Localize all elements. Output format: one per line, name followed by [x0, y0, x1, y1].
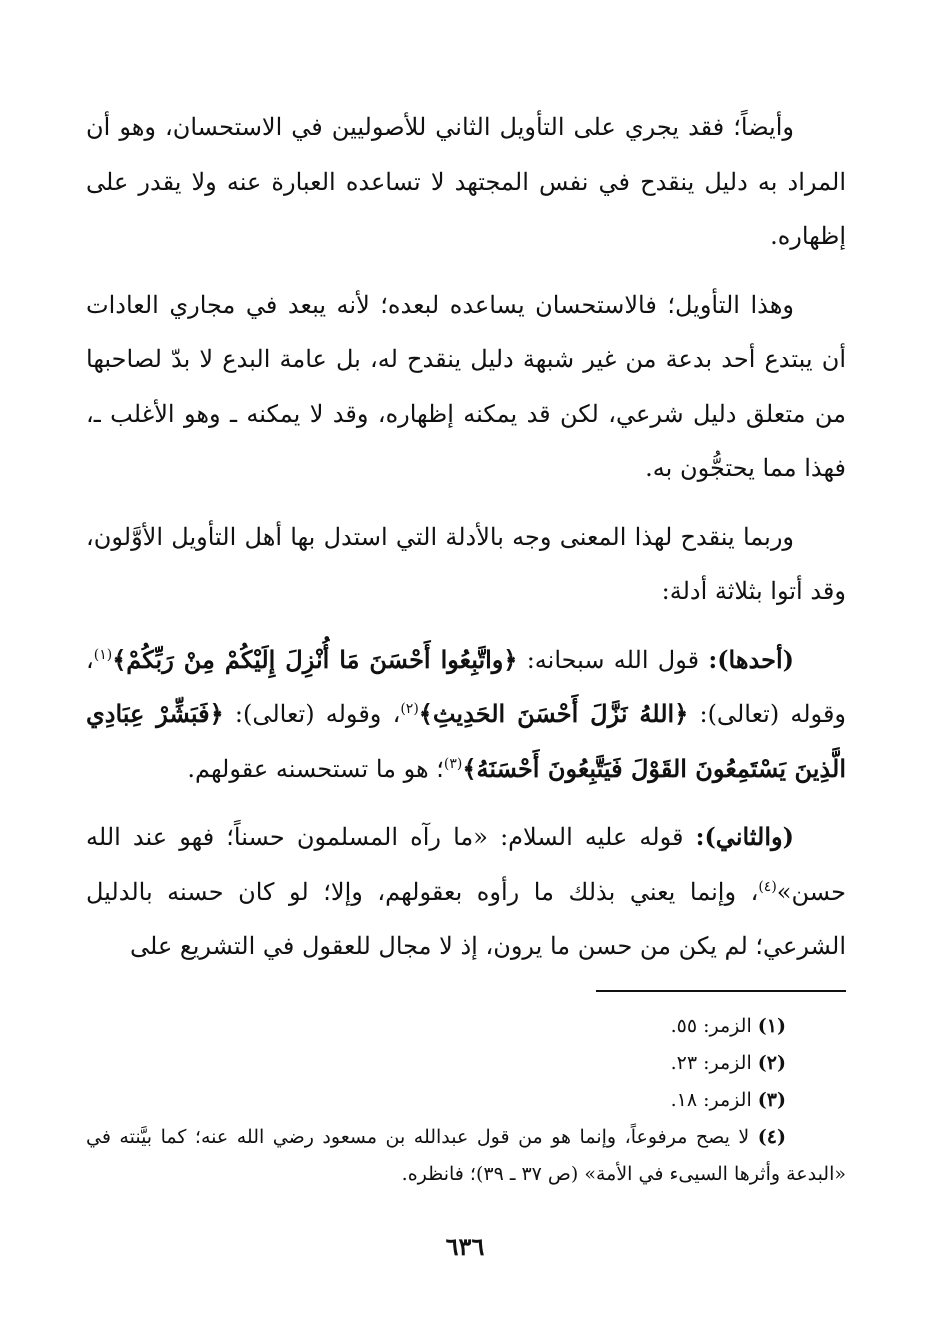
footnote-1-text: الزمر: ٥٥.: [670, 1015, 752, 1037]
first-evidence-intro: قول الله سبحانه:: [526, 645, 700, 674]
footnote-2: [86, 1045, 846, 1082]
paragraph-3: [86, 510, 846, 619]
footnote-2-text: الزمر: ٢٣.: [670, 1052, 752, 1074]
footnote-1-number: (١): [757, 1015, 786, 1037]
paragraph-3-text: وربما ينقدح لهذا المعنى وجه بالأدلة التي استدل بها أهل التأويل الأوَّلون، وقد أتوا بثلاثة أدلة:: [86, 522, 846, 605]
footnote-4-text: لا يصح مرفوعاً، وإنما هو من قول عبدالله بن مسعود رضي الله عنه؛ كما بيَّنته في «البدعة وأثرها السيىء في الأمة» (ص ٣٧ ـ ٣٩)؛ فانظره.: [86, 1126, 846, 1185]
footnote-3-number: (٣): [757, 1089, 786, 1111]
page-number: ٦٣٦: [445, 1232, 485, 1261]
footnote-divider: [596, 990, 846, 992]
footnote-4-number: (٤): [757, 1126, 786, 1148]
second-evidence-lead: (والثاني):: [695, 822, 794, 851]
quran-verse-3: ﴿فَبَشِّرْ عِبَادِي الَّذِينَ يَسْتَمِعُونَ القَوْلَ فَيَتَّبِعُونَ أَحْسَنَهُ﴾: [86, 699, 846, 783]
second-evidence-text-2: ، وإنما يعني بذلك ما رأوه بعقولهم، وإلا؛ لو كان حسنه بالدليل الشرعي؛ لم يكن من حسن ما يرون، إذ لا مجال للعقول في التشريع على: [86, 877, 846, 960]
paragraph-2-text: وهذا التأويل؛ فالاستحسان يساعده لبعده؛ لأنه يبعد في مجاري العادات أن يبتدع أحد بدعة من غير شبهة دليل ينقدح له، بل عامة البدع لا بدّ لصاحبها من متعلق دليل شرعي، لكن قد يمكنه إظهاره، وقد لا يمكنه ـ وهو الأغلب ـ، فهذا مما يحتجُّون به.: [86, 290, 846, 482]
footnote-2-number: (٢): [757, 1052, 786, 1074]
footnote-ref-4[interactable]: (٤): [758, 878, 777, 895]
first-evidence-mid-2: ، وقوله (تعالى):: [234, 700, 401, 728]
first-evidence-lead: (أحدها):: [708, 644, 794, 674]
footnote-3: [86, 1082, 846, 1119]
footnotes-section: [86, 1008, 846, 1193]
quran-verse-1: ﴿واتَّبِعُوا أَحْسَنَ مَا أُنْزِلَ إِلَيْكُمْ مِنْ رَبِّكُمْ﴾: [112, 644, 518, 674]
footnote-ref-3[interactable]: (٣): [443, 755, 463, 772]
footnote-ref-2[interactable]: (٢): [400, 701, 419, 717]
paragraph-1: [86, 100, 846, 264]
first-evidence-mid-1: ، وقوله (تعالى):: [86, 645, 847, 728]
main-text: [86, 100, 846, 988]
footnote-4: [86, 1119, 846, 1193]
paragraph-1-text: وأيضاً؛ فقد يجري على التأويل الثاني للأصوليين في الاستحسان، وهو أن المراد به دليل ينقدح في نفس المجتهد لا تساعده العبارة عنه ولا يقدر على إظهاره.: [86, 113, 846, 250]
first-evidence-tail: ؛ هو ما تستحسنه عقولهم.: [187, 754, 444, 783]
footnote-ref-1[interactable]: (١): [93, 646, 113, 663]
footnote-1: [86, 1008, 846, 1045]
second-evidence-paragraph: [86, 810, 846, 974]
quran-verse-2: ﴿اللهُ نَزَّلَ أَحْسَنَ الحَدِيثِ﴾: [418, 699, 689, 728]
first-evidence-paragraph: [86, 633, 846, 797]
footnote-3-text: الزمر: ١٨.: [670, 1089, 752, 1111]
paragraph-2: [86, 278, 846, 496]
second-evidence-text-1: قوله عليه السلام: «ما رآه المسلمون حسناً؛ فهو عند الله حسن»: [86, 823, 846, 906]
